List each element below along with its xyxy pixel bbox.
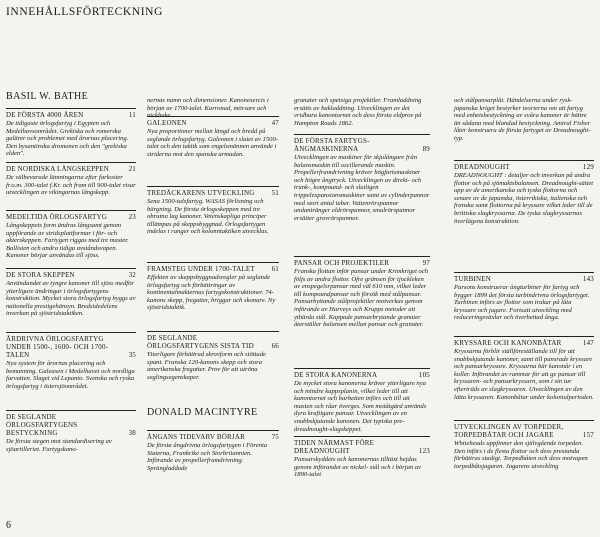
entry-heading	[6, 111, 136, 119]
chapter-title: DE STORA SKEPPEN	[6, 271, 75, 279]
toc-entry	[6, 332, 136, 390]
toc-entry	[294, 96, 430, 127]
chapter-title: UTVECKLINGEN AV TORPEDER, TORPEDBÅTAR OCH JAGARE	[454, 423, 564, 439]
chapter-page-number: 89	[422, 145, 430, 153]
chapter-description: Nya proportioner mellan längd och bredd på seglande örlogsfartyg. Galeonen i slutet av 1500-talet och den taktik som engelsmännen använde i striderna mot den spanska armadan.	[147, 128, 278, 158]
chapter-description: Ytterligare förbättrad skrovform och stöttade spant. Franska 120-kanons skepp och stora amerikanska fregatter. Prov för att utröna seglingsegenskaper.	[147, 351, 266, 381]
chapter-description: Parsons konstruerar ångturbiner för fartyg och bygger 1899 det första turbindrivna örlogsfartyget. Turbinen införs av flottor som trakar på låta kryssare och jagare. Fortsatt utveckling med reduceringsväxlar och överhettad ånga.	[454, 284, 590, 322]
toc-entry	[6, 410, 136, 453]
chapter-page-number: 47	[271, 119, 279, 127]
entry-divider	[147, 430, 279, 431]
chapter-description: Pansarskyddets och kanonernas tilltäxt hejdas genom införandet av nickel- stål och i början av 1890-talet	[294, 456, 422, 479]
entry-heading	[294, 137, 430, 153]
entry-divider	[294, 368, 430, 369]
toc-entry	[147, 186, 279, 236]
entry-heading	[454, 275, 594, 283]
entry-divider	[6, 210, 136, 211]
toc-entry	[294, 256, 430, 329]
author-name: BASIL W. BATHE	[6, 91, 89, 102]
entry-divider	[294, 256, 430, 257]
toc-entry	[6, 108, 136, 158]
entry-heading	[454, 339, 594, 347]
entry-divider	[147, 331, 279, 332]
entry-divider	[294, 436, 430, 437]
toc-entry	[147, 116, 279, 158]
entry-heading	[147, 119, 279, 127]
entry-divider	[6, 162, 136, 163]
toc-entry	[147, 331, 279, 381]
chapter-page-number: 51	[271, 189, 279, 197]
entry-divider	[6, 268, 136, 269]
toc-entry	[294, 436, 430, 479]
entry-divider	[454, 420, 594, 421]
author-name: DONALD MACINTYRE	[147, 407, 258, 418]
entry-divider	[147, 186, 279, 187]
entry-heading	[294, 371, 430, 379]
toc-entry	[147, 262, 279, 312]
chapter-page-number: 32	[128, 271, 136, 279]
chapter-page-number: 61	[271, 265, 279, 273]
toc-entry	[6, 210, 136, 260]
chapter-title: DE SEGLANDE ÖRLOGSFARTYGENS BESTYCKNING	[6, 413, 78, 437]
chapter-page-number: 157	[582, 431, 594, 439]
toc-entry	[454, 96, 594, 143]
chapter-title: DE FÖRSTA FARTYGS-ÅNGMASKINERNA	[294, 137, 370, 153]
entry-heading	[147, 433, 279, 441]
chapter-description: nernas namn och dimensioner. Kanonexercis i början av 1700-talet. Karronad, mörsare och nickhake.	[147, 97, 269, 120]
chapter-description: Användandet av tyngre kanoner till sjöss medför ytterligare ändringar i örlogsfartygens konstruktion. Mycket stora örlogsfartyg byggs av nationella prestigehänsyn. Bredsidedelens inverkan på sjöstridstaktiken.	[6, 280, 136, 318]
chapter-title: KRYSSARE OCH KANONBÅTAR	[454, 339, 562, 347]
chapter-title: ÅNGANS TIDEVARV BÖRJAR	[147, 433, 245, 441]
chapter-description: granater och spetsiga projektiler. Framladdning ersätts av bakladdning. Utvecklingen av det vridbara kanontornet och dess första eldprov på Hampton Roads 1862.	[294, 97, 422, 127]
chapter-page-number: 11	[128, 111, 136, 119]
entry-heading	[6, 335, 136, 359]
chapter-page-number: 143	[582, 275, 594, 283]
chapter-description: De mycket stora kanonerna kräver ytterligare nya och mindre kappsplanin, vilket leder till att kanontornet och barbetten införs och till att masten och råar överges. Som motåtgärd används dyra kraftigare pansar. Utvecklingen av en snabbskjutande kanonen. Det typiska pre-dreadnought-slagskeppet.	[294, 380, 427, 433]
chapter-title: ÅRDRIVNA ÖRLOGSFARTYG UNDER 1500-, 1600- OCH 1700-TALEN	[6, 335, 109, 359]
entry-divider	[454, 272, 594, 273]
page-title: INNEHÅLLSFÖRTECKNING	[6, 6, 163, 18]
chapter-description: DREADNOUGHT : detaljer och inverkan på andra flottor och på sjömaktsbalansen. Dreadnought-sättet upp av de amerikanska och tyska flottorna och senare av de japanska, österrikiska, italienska och franska samt flottorna på kryssare vilket leder till de brittiska slagkryssarna. De tyska slagkryssarnas överlägsna konstruktion.	[454, 172, 594, 225]
entry-heading	[147, 189, 279, 197]
page-number: 6	[6, 520, 11, 531]
chapter-title: GALEONEN	[147, 119, 187, 127]
chapter-description: Kryssarna förblir ställföreställande till för att snabbskjutande kanoner, samt till pansrade kryssare och pansarkryssare. Kryssarna bär kanonår i en koller. Införandet av rammar för att ge pansar till kryssaren- och pansarkryssarn, som i sin tur efterträds av slagkryssaren. Utvecklingen av den lätta kryssaren. Kanonbåtar under kolonialperioden.	[454, 348, 594, 401]
chapter-title: PANSAR OCH PROJEKTILER	[294, 259, 390, 267]
entry-divider	[6, 108, 136, 109]
entry-divider	[454, 336, 594, 337]
entry-heading	[6, 413, 136, 437]
chapter-page-number: 129	[582, 163, 594, 171]
chapter-description: Utvecklingen av maskiner för skjulångare från balansmaskin till oscillerande maskin. Propellerframdrivning kräver högfartsmaskiner och högre ångtryck. Utvecklingen av direkt- och trunk-, kompound- och slutligen trippelexpansionsmaskiner samt av cylinderpannor med stort antal tuber. Vattenrörspannor undantränger eldrörspannor, smalrörspannor ersätter grovrörspannor.	[294, 154, 430, 222]
entry-divider	[454, 160, 594, 161]
chapter-page-number: 21	[128, 165, 136, 173]
chapter-description: De tidigaste örlogsfartyg i Egypten och Medelhavsområdet. Grekiska och romerska galärer och problemet med årornas placering. Den bysantinska dromonen och den "grekiska elden".	[6, 120, 129, 158]
toc-entry	[454, 272, 594, 322]
chapter-title: DE STORA KANONERNA	[294, 371, 378, 379]
entry-divider	[147, 262, 279, 263]
entry-heading	[147, 265, 279, 273]
chapter-page-number: 75	[271, 433, 279, 441]
chapter-page-number: 123	[418, 447, 430, 455]
chapter-description: De första ångdrivna örlogsfartygen i Förenta Staterna, Frankrike och Storbritannien. Införande av propellerframdrivning. Sprängladdade	[147, 442, 268, 472]
entry-divider	[6, 410, 136, 411]
entry-heading	[294, 259, 430, 267]
chapter-title: MEDELTIDA ÖRLOGSFARTYG	[6, 213, 108, 221]
chapter-description: Nya system för årornas placering och bemanning. Galeasen i Medelhavet och nordliga farvatten. Slaget vid Lepanto. Svenska och ryska örlogsfartyg i östersjöområdet.	[6, 360, 135, 390]
entry-heading	[294, 439, 430, 455]
chapter-page-number: 38	[128, 429, 136, 437]
chapter-description: och stålpansarplåt. Händelserna under rysk-japanska kriget bestyrker teorierna om att fartyg med enhetsbestyckning av svåra kanoner är bättre än sådana med blandad bestyckning. Amiral Fisher låter konstruera de första fartyget av Dreadnought-typ.	[454, 97, 591, 142]
chapter-title: TIDEN NÄRMAST FÖRE DREADNOUGHT	[294, 439, 375, 455]
entry-heading	[6, 271, 136, 279]
chapter-description: Franska flottan inför pansar under Krimkriget och följs av andra flottor. Öfre gränsen för tjockleken av enspegelsrpansar med väl 610 mm, vilket leder till kompoundpansar och försök med stålpansar. Pansarbyttande stålprojektiler motverkas genom införande av Harveys och Krupps metoder att ythärda stål. Kappade pansarbrytande granater återställer balansen mellan pansar och granater.	[294, 268, 429, 329]
chapter-title: DE SEGLANDE ÖRLOGSFARTYGENS SISTA TID	[147, 334, 254, 350]
chapter-description: Effekten av skeppsbyggnadsregler på seglande örlogsfartyg och förbättringar av kontinentalmakternas fartygskonstruktioner. 74-kanons skepp, fregatter, briggar och skonare. Ny sjöstridstaktik.	[147, 274, 276, 312]
entry-heading	[6, 165, 136, 173]
chapter-description: Sena 1500-talsfartyg. WASAS förlisning och bärgning. De första örlogsskeppen med tre obrutna lag kanoner. Vetenskapliga principer tillämpas på skeppsbyggnad. Örlogsfartygen indelas i ranger och kolonntaktiken utvecklas.	[147, 198, 269, 236]
entry-divider	[6, 332, 136, 333]
chapter-page-number: 147	[582, 339, 594, 347]
chapter-title: TURBINEN	[454, 275, 491, 283]
toc-entry	[454, 160, 594, 225]
chapter-page-number: 105	[418, 371, 430, 379]
chapter-description: Whiteheads uppfinner den självgående torpeden. Den införs i de flesta flottor och dess prestanda förbättras stadigt. Torpedbåten och dess motvapen torpedbåtsjagaren. Jagarens utveckling	[454, 440, 588, 470]
entry-divider	[294, 134, 430, 135]
toc-entry	[454, 420, 594, 470]
chapter-title: FRAMSTEG UNDER 1700-TALET	[147, 265, 255, 273]
entry-heading	[6, 213, 136, 221]
entry-heading	[454, 423, 594, 439]
chapter-title: DE FÖRSTA 4000 ÅREN	[6, 111, 84, 119]
chapter-page-number: 97	[422, 259, 430, 267]
toc-entry	[6, 162, 136, 197]
chapter-description: Långskeppets form ändras långsamt genom uppförande av stridsplattformar i för- och akterskeppen. Fartygen riggas med tre master. Ballisten och andra tidiga avståndsvapen. Kanoner börjar användas till sjöss.	[6, 222, 129, 260]
entry-divider	[147, 116, 279, 117]
toc-entry	[6, 268, 136, 318]
chapter-title: DE NORDISKA LÅNGSKEPPEN	[6, 165, 109, 173]
chapter-description: De första stegen mot standardisering av sjöartilleriet. Fartygskano-	[6, 438, 112, 453]
entry-heading	[147, 334, 279, 350]
toc-entry	[294, 134, 430, 222]
chapter-page-number: 23	[128, 213, 136, 221]
entry-heading	[454, 163, 594, 171]
toc-entry	[454, 336, 594, 401]
chapter-title: TREDÄCKARENS UTVECKLING	[147, 189, 255, 197]
chapter-title: DREADNOUGHT	[454, 163, 510, 171]
chapter-page-number: 35	[128, 351, 136, 359]
toc-entry	[147, 430, 279, 472]
toc-entry	[294, 368, 430, 433]
chapter-description: De välbevarade lämningarna efter farkoster fr.o.m. 300-talet f.Kr. och fram till 900-talet visar utvecklingen av vikingarnas långskepp.	[6, 174, 136, 197]
chapter-page-number: 66	[271, 342, 279, 350]
